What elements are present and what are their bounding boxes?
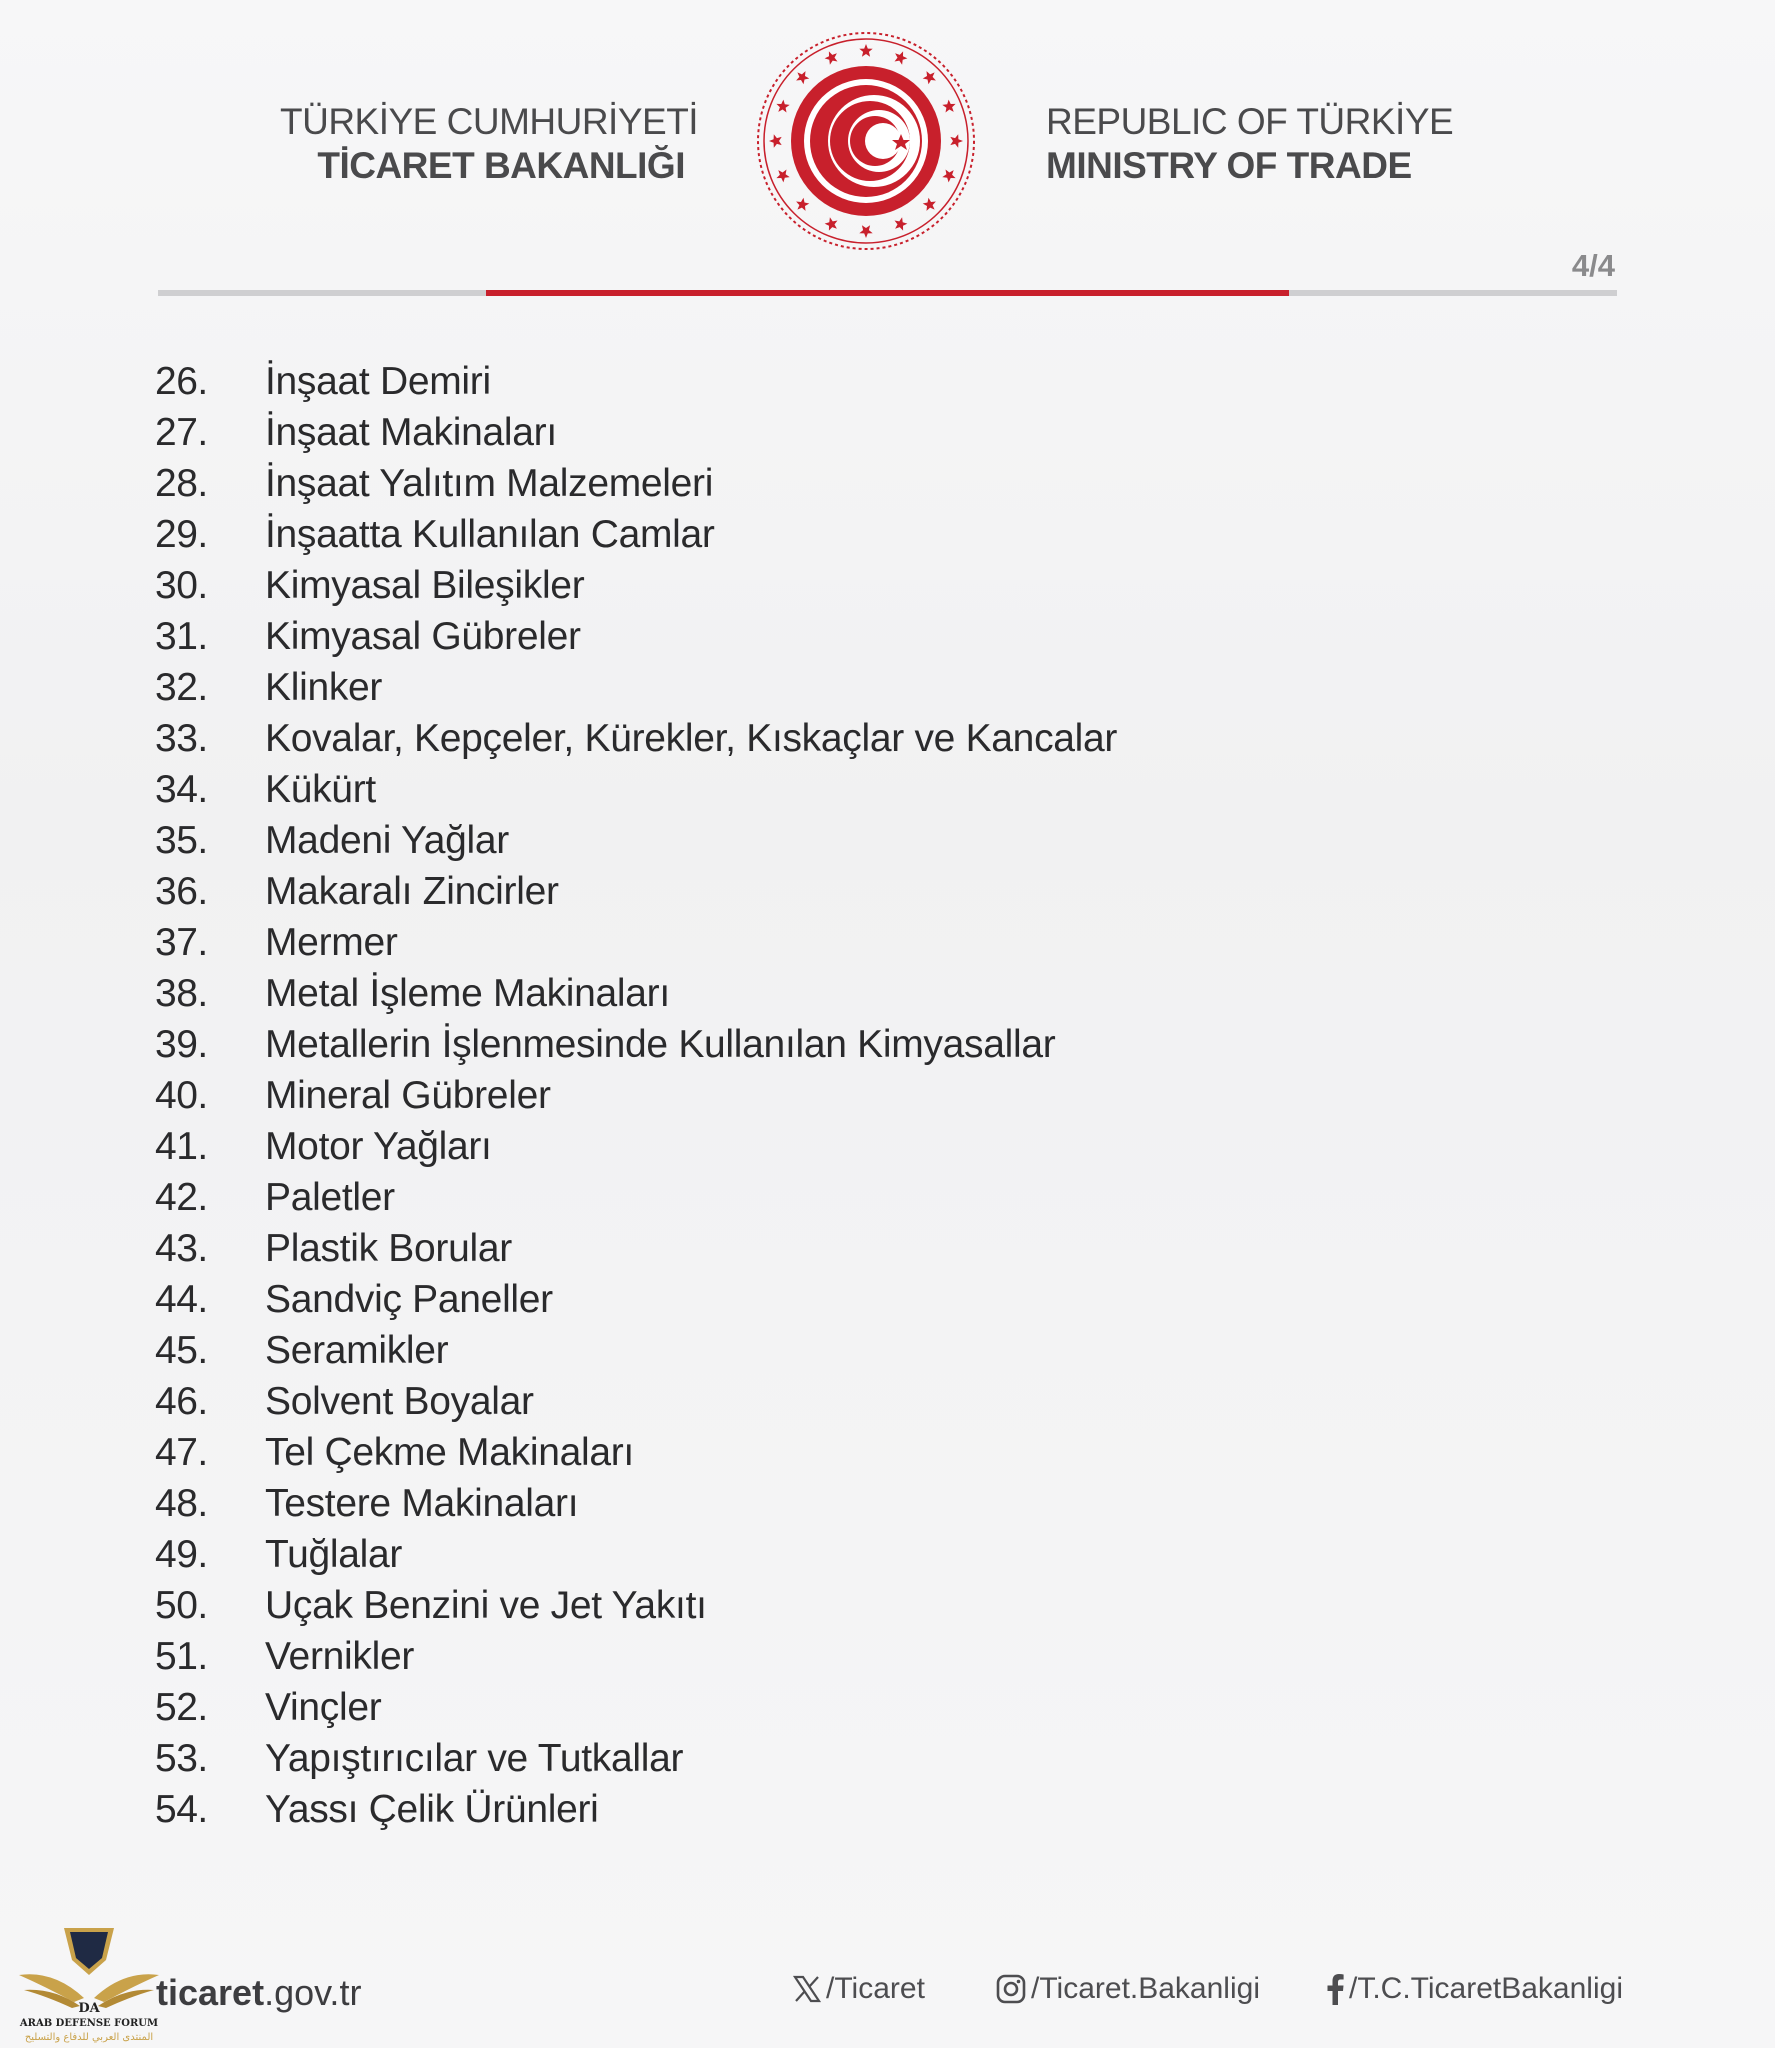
list-item-number: 27. (155, 411, 208, 454)
list-item-label: İnşaat Yalıtım Malzemeleri (265, 462, 714, 505)
list-item-number: 34. (155, 768, 208, 811)
list-item-number: 51. (155, 1635, 208, 1678)
emblem-star (859, 44, 872, 57)
header-tr-line1: TÜRKİYE CUMHURİYETİ (280, 101, 699, 142)
list-item-label: İnşaat Makinaları (265, 411, 557, 454)
website-rest: .gov.tr (264, 1972, 362, 2013)
list-item (155, 1227, 1615, 1278)
list-item-number: 28. (155, 462, 208, 505)
list-item (155, 1482, 1615, 1533)
list-item (155, 1380, 1615, 1431)
list-item-label: Motor Yağları (265, 1125, 492, 1168)
list-item-label: Madeni Yağlar (265, 819, 509, 862)
list-item-label: Metal İşleme Makinaları (265, 972, 670, 1015)
list-item-number: 42. (155, 1176, 208, 1219)
list-item-number: 44. (155, 1278, 208, 1321)
list-item-number: 46. (155, 1380, 208, 1423)
list-item-label: Vinçler (265, 1686, 382, 1729)
emblem-star (923, 71, 936, 84)
list-item (155, 1176, 1615, 1227)
list-item (155, 1074, 1615, 1125)
list-item-number: 40. (155, 1074, 208, 1117)
list-item-number: 32. (155, 666, 208, 709)
list-item (155, 921, 1615, 972)
list-item (155, 1686, 1615, 1737)
list-item-label: İnşaatta Kullanılan Camlar (265, 513, 715, 556)
facebook-handle: /T.C.TicaretBakanligi (1349, 1972, 1623, 2005)
list-item-label: Paletler (265, 1176, 395, 1219)
list-item (155, 1788, 1615, 1839)
emblem-star (895, 51, 908, 64)
list-item-label: İnşaat Demiri (265, 360, 491, 403)
header-english (1046, 100, 1476, 188)
list-item (155, 717, 1615, 768)
emblem-star (796, 71, 809, 84)
list-item-number: 30. (155, 564, 208, 607)
list-item (155, 870, 1615, 921)
list-item (155, 1584, 1615, 1635)
list-item (155, 360, 1615, 411)
emblem-star (895, 217, 908, 230)
facebook-icon (1325, 1973, 1345, 2005)
emblem-star (825, 217, 838, 230)
list-item-label: Vernikler (265, 1635, 415, 1678)
list-item (155, 819, 1615, 870)
list-item (155, 1329, 1615, 1380)
header-divider-accent (486, 290, 1289, 296)
list-item (155, 1431, 1615, 1482)
page-indicator: 4/4 (1571, 248, 1615, 283)
emblem-star (942, 100, 955, 113)
list-item (155, 1125, 1615, 1176)
emblem-star (942, 170, 955, 183)
list-item-number: 53. (155, 1737, 208, 1780)
list-item (155, 564, 1615, 615)
list-item (155, 462, 1615, 513)
list-item (155, 1737, 1615, 1788)
product-list (155, 360, 1615, 1839)
list-item-label: Mineral Gübreler (265, 1074, 551, 1117)
header-en-line2: MINISTRY OF TRADE (1046, 145, 1412, 186)
x-handle: /Ticaret (826, 1972, 925, 2005)
header-turkish (280, 100, 699, 188)
list-item-number: 50. (155, 1584, 208, 1627)
watermark-line1: ARAB DEFENSE FORUM (19, 2018, 159, 2029)
list-item-label: Kimyasal Gübreler (265, 615, 581, 658)
list-item-label: Uçak Benzini ve Jet Yakıtı (265, 1584, 707, 1627)
list-item-number: 47. (155, 1431, 208, 1474)
list-item (155, 768, 1615, 819)
emblem-star (796, 198, 809, 211)
list-item-number: 31. (155, 615, 208, 658)
list-item-number: 26. (155, 360, 208, 403)
emblem-star (859, 225, 872, 238)
list-item-number: 52. (155, 1686, 208, 1729)
list-item-number: 35. (155, 819, 208, 862)
list-item-label: Sandviç Paneller (265, 1278, 553, 1321)
emblem-star (776, 170, 789, 183)
website-link[interactable] (156, 1972, 361, 2014)
list-item-label: Yassı Çelik Ürünleri (265, 1788, 599, 1831)
list-item (155, 1278, 1615, 1329)
instagram-social-link[interactable] (995, 1972, 1260, 2006)
list-item (155, 513, 1615, 564)
list-item-label: Kükürt (265, 768, 376, 811)
list-item-label: Makaralı Zincirler (265, 870, 559, 913)
list-item-number: 39. (155, 1023, 208, 1066)
list-item-label: Solvent Boyalar (265, 1380, 534, 1423)
list-item (155, 615, 1615, 666)
list-item-number: 29. (155, 513, 208, 556)
list-item-number: 43. (155, 1227, 208, 1270)
list-item-number: 33. (155, 717, 208, 760)
list-item-number: 38. (155, 972, 208, 1015)
emblem-star (825, 51, 838, 64)
list-item-number: 54. (155, 1788, 208, 1831)
list-item-label: Kimyasal Bileşikler (265, 564, 585, 607)
watermark-line2: المنتدى العربي للدفاع والتسليح (24, 2032, 154, 2043)
list-item-label: Testere Makinaları (265, 1482, 579, 1525)
list-item-label: Tuğlalar (265, 1533, 403, 1576)
instagram-handle: /Ticaret.Bakanligi (1031, 1972, 1260, 2005)
emblem-star (769, 134, 782, 147)
list-item-label: Mermer (265, 921, 398, 964)
x-logo-icon (792, 1974, 822, 2004)
list-item (155, 1533, 1615, 1584)
list-item-number: 45. (155, 1329, 208, 1372)
list-item-number: 48. (155, 1482, 208, 1525)
list-item-label: Klinker (265, 666, 383, 709)
list-item (155, 1635, 1615, 1686)
list-item-number: 41. (155, 1125, 208, 1168)
arab-defense-forum-watermark-icon (14, 1920, 164, 2045)
list-item-label: Plastik Borular (265, 1227, 512, 1270)
facebook-social-link[interactable] (1325, 1972, 1623, 2006)
header-tr-line2: TİCARET BAKANLIĞI (317, 145, 685, 186)
website-bold: ticaret (156, 1972, 265, 2013)
list-item-label: Seramikler (265, 1329, 449, 1372)
ministry-emblem-icon (755, 30, 977, 252)
list-item-label: Metallerin İşlenmesinde Kullanılan Kimyasallar (265, 1023, 1056, 1066)
list-item-label: Tel Çekme Makinaları (265, 1431, 634, 1474)
list-item-label: Kovalar, Kepçeler, Kürekler, Kıskaçlar ve Kancalar (265, 717, 1118, 760)
instagram-icon (995, 1973, 1027, 2005)
list-item-number: 49. (155, 1533, 208, 1576)
list-item (155, 1023, 1615, 1074)
watermark-mark: DA (78, 2001, 100, 2016)
list-item (155, 666, 1615, 717)
header-en-line1: REPUBLIC OF TÜRKİYE (1046, 101, 1454, 142)
list-item-number: 37. (155, 921, 208, 964)
list-item-number: 36. (155, 870, 208, 913)
list-item-label: Yapıştırıcılar ve Tutkallar (265, 1737, 684, 1780)
emblem-star (776, 100, 789, 113)
emblem-star (950, 134, 963, 147)
list-item (155, 411, 1615, 462)
x-social-link[interactable] (792, 1972, 925, 2006)
emblem-star (923, 198, 936, 211)
list-item (155, 972, 1615, 1023)
